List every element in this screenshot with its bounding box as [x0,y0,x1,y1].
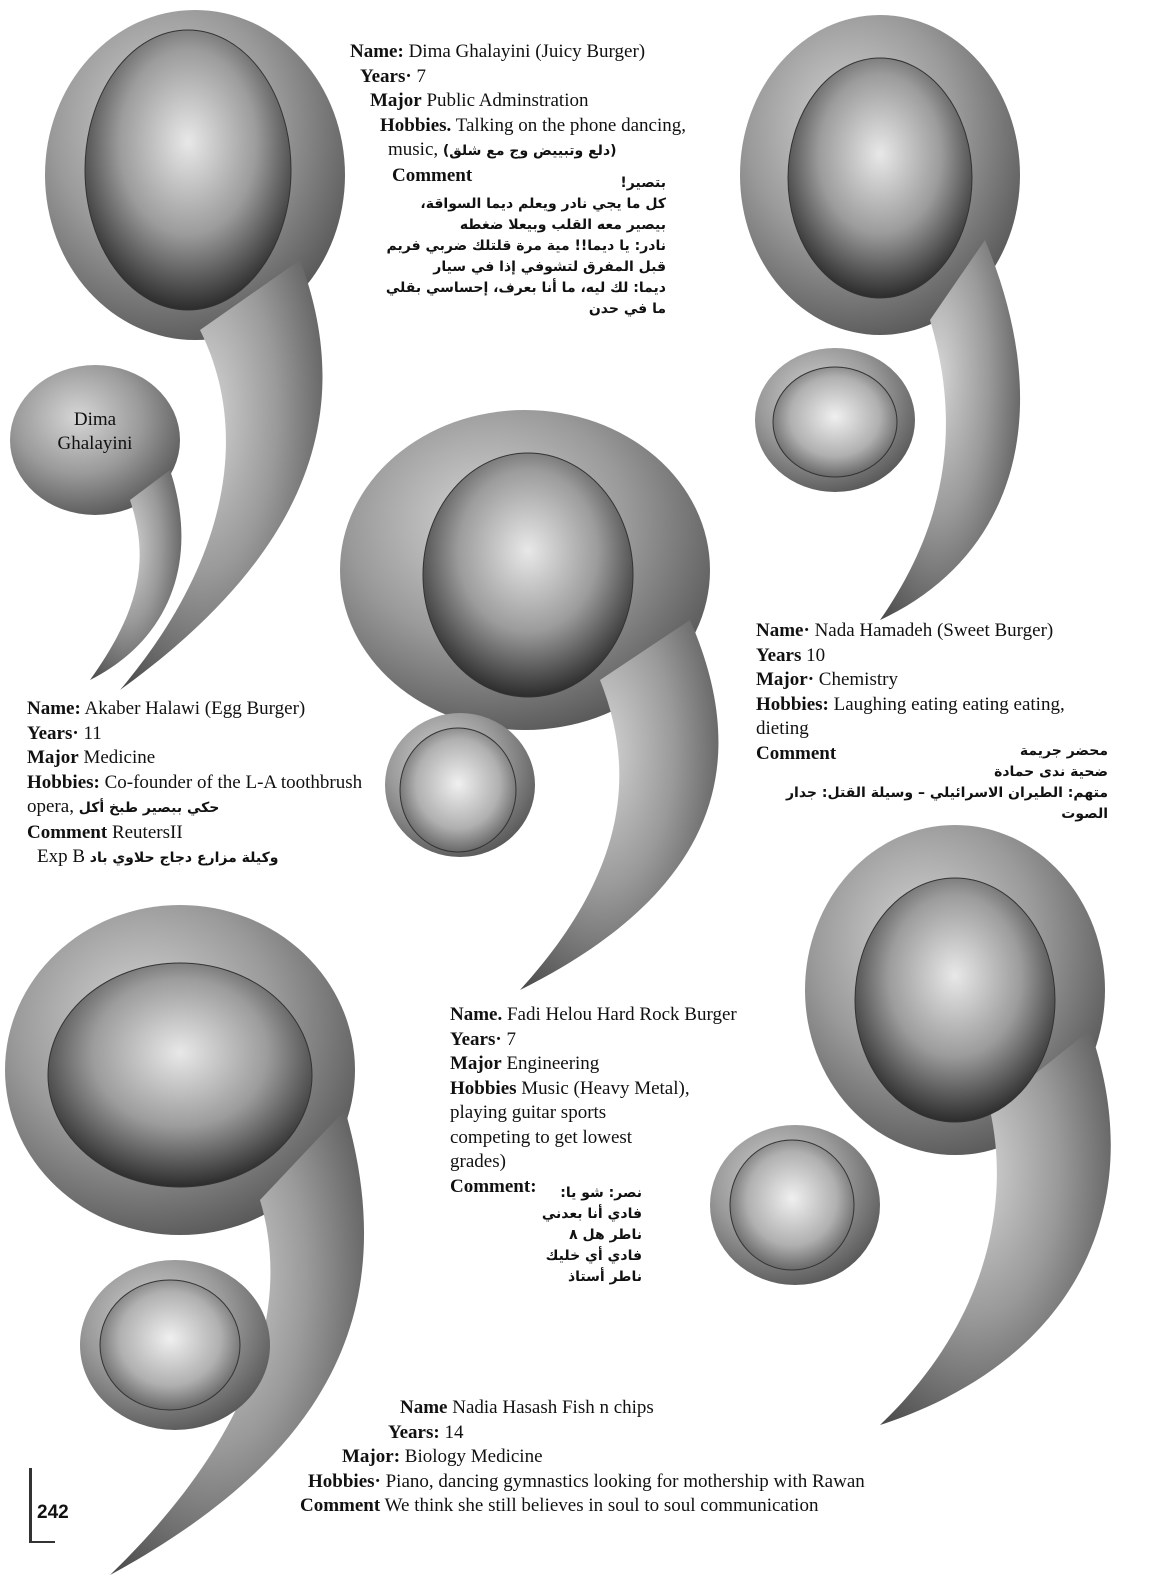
major-line: Major Medicine [27,747,156,768]
major-line: Major: Biology Medicine [342,1446,543,1467]
hobbies-line: Hobbies: Co-founder of the L-A toothbrush [27,771,363,793]
childhood-photo-fadi [730,1140,854,1270]
name-line: Name: Dima Ghalayini (Juicy Burger) [350,41,646,62]
childhood-photo-nadia [100,1280,240,1410]
years-line: Years· 7 [450,1028,516,1050]
hobbies-line: Hobbies· Piano, dancing gymnastics looking for mothership with Rawan [308,1470,865,1492]
name-line: Name Nadia Hasash Fish n chips [400,1397,654,1418]
portrait-photo-akaber [423,453,633,697]
hobbies-line2: dieting [756,718,809,739]
years-line: Years· 11 [27,722,102,744]
profile-akaber [27,697,362,871]
hobbies-line2: music, (دلع وتبييض وج مع شلق) [388,139,617,160]
hobbies-line2: opera, حكي ببصير طبخ أكل [27,796,220,817]
years-line: Years: 14 [388,1421,464,1443]
portrait-photo-dima [85,30,291,310]
hobbies-line: Hobbies Music (Heavy Metal), [450,1077,690,1099]
major-line: Major Engineering [450,1053,600,1074]
portrait-photo-nada [788,58,972,298]
hobbies-line3: competing to get lowest [450,1126,633,1148]
comment-line: Comment [756,742,837,764]
portrait-photo-nadia [48,963,312,1187]
page-number-rule [29,1468,32,1543]
major-line: Major· Chemistry [756,669,898,690]
years-line: Years 10 [756,644,826,666]
comment-arabic-fadi: نصر: شو يا: فادي أنا بعدني ناطر هل ٨ فادي أي خليك ناطر أستاذ [541,1185,642,1285]
years-line: Years· 7 [360,65,426,87]
comment-arabic-nada: محضر جريمة ضحية ندى حمادة متهم: الطيران الاسرائيلي – وسيلة القتل: جدار الصوت [785,743,1108,822]
portrait-photo-fadi [855,878,1055,1122]
name-line: Name: Akaber Halawi (Egg Burger) [27,698,306,719]
profile-fadi [450,1003,737,1199]
childhood-photo-akaber [400,728,516,852]
comment-line: Comment [392,164,473,186]
hobbies-line: Hobbies: Laughing eating eating eating, [756,693,1065,715]
name-line: Name· Nada Hamadeh (Sweet Burger) [756,620,1054,641]
name-line: Name. Fadi Helou Hard Rock Burger [450,1004,737,1025]
profile-nadia [300,1396,865,1519]
comment-line: Comment We think she still believes in soul to soul communication [300,1495,819,1516]
hobbies-line4: grades) [450,1151,506,1172]
comment-line2: Exp B وكيلة مزارع دجاج حلاوي باد [37,846,279,867]
hobbies-line2: playing guitar sports [450,1102,607,1123]
comment-line: Comment ReutersII [27,821,183,843]
page-number: 242 [37,1502,69,1523]
childhood-photo-nada [773,367,897,477]
comment-line: Comment: [450,1175,537,1197]
profile-dima [350,40,686,188]
comment-arabic-dima: بتصير! كل ما يجي نادر ويعلم ديما السواقة، بيصير معه القلب وبيعلا ضغطه نادر: يا ديما!! مية مرة قلتلك ضربي فريم قبل المفرق لتشوفي إذا في سيار ديما: لك ليه، ما أنا بعرف، إحساسي بقلي ما في حدن [385,175,666,317]
photo-label-line2: Ghalayini [57,433,133,454]
photo-label-line1: Dima [73,409,117,430]
photo-label [40,408,150,456]
major-line: Major Public Adminstration [370,90,589,111]
hobbies-line: Hobbies. Talking on the phone dancing, [380,114,687,136]
